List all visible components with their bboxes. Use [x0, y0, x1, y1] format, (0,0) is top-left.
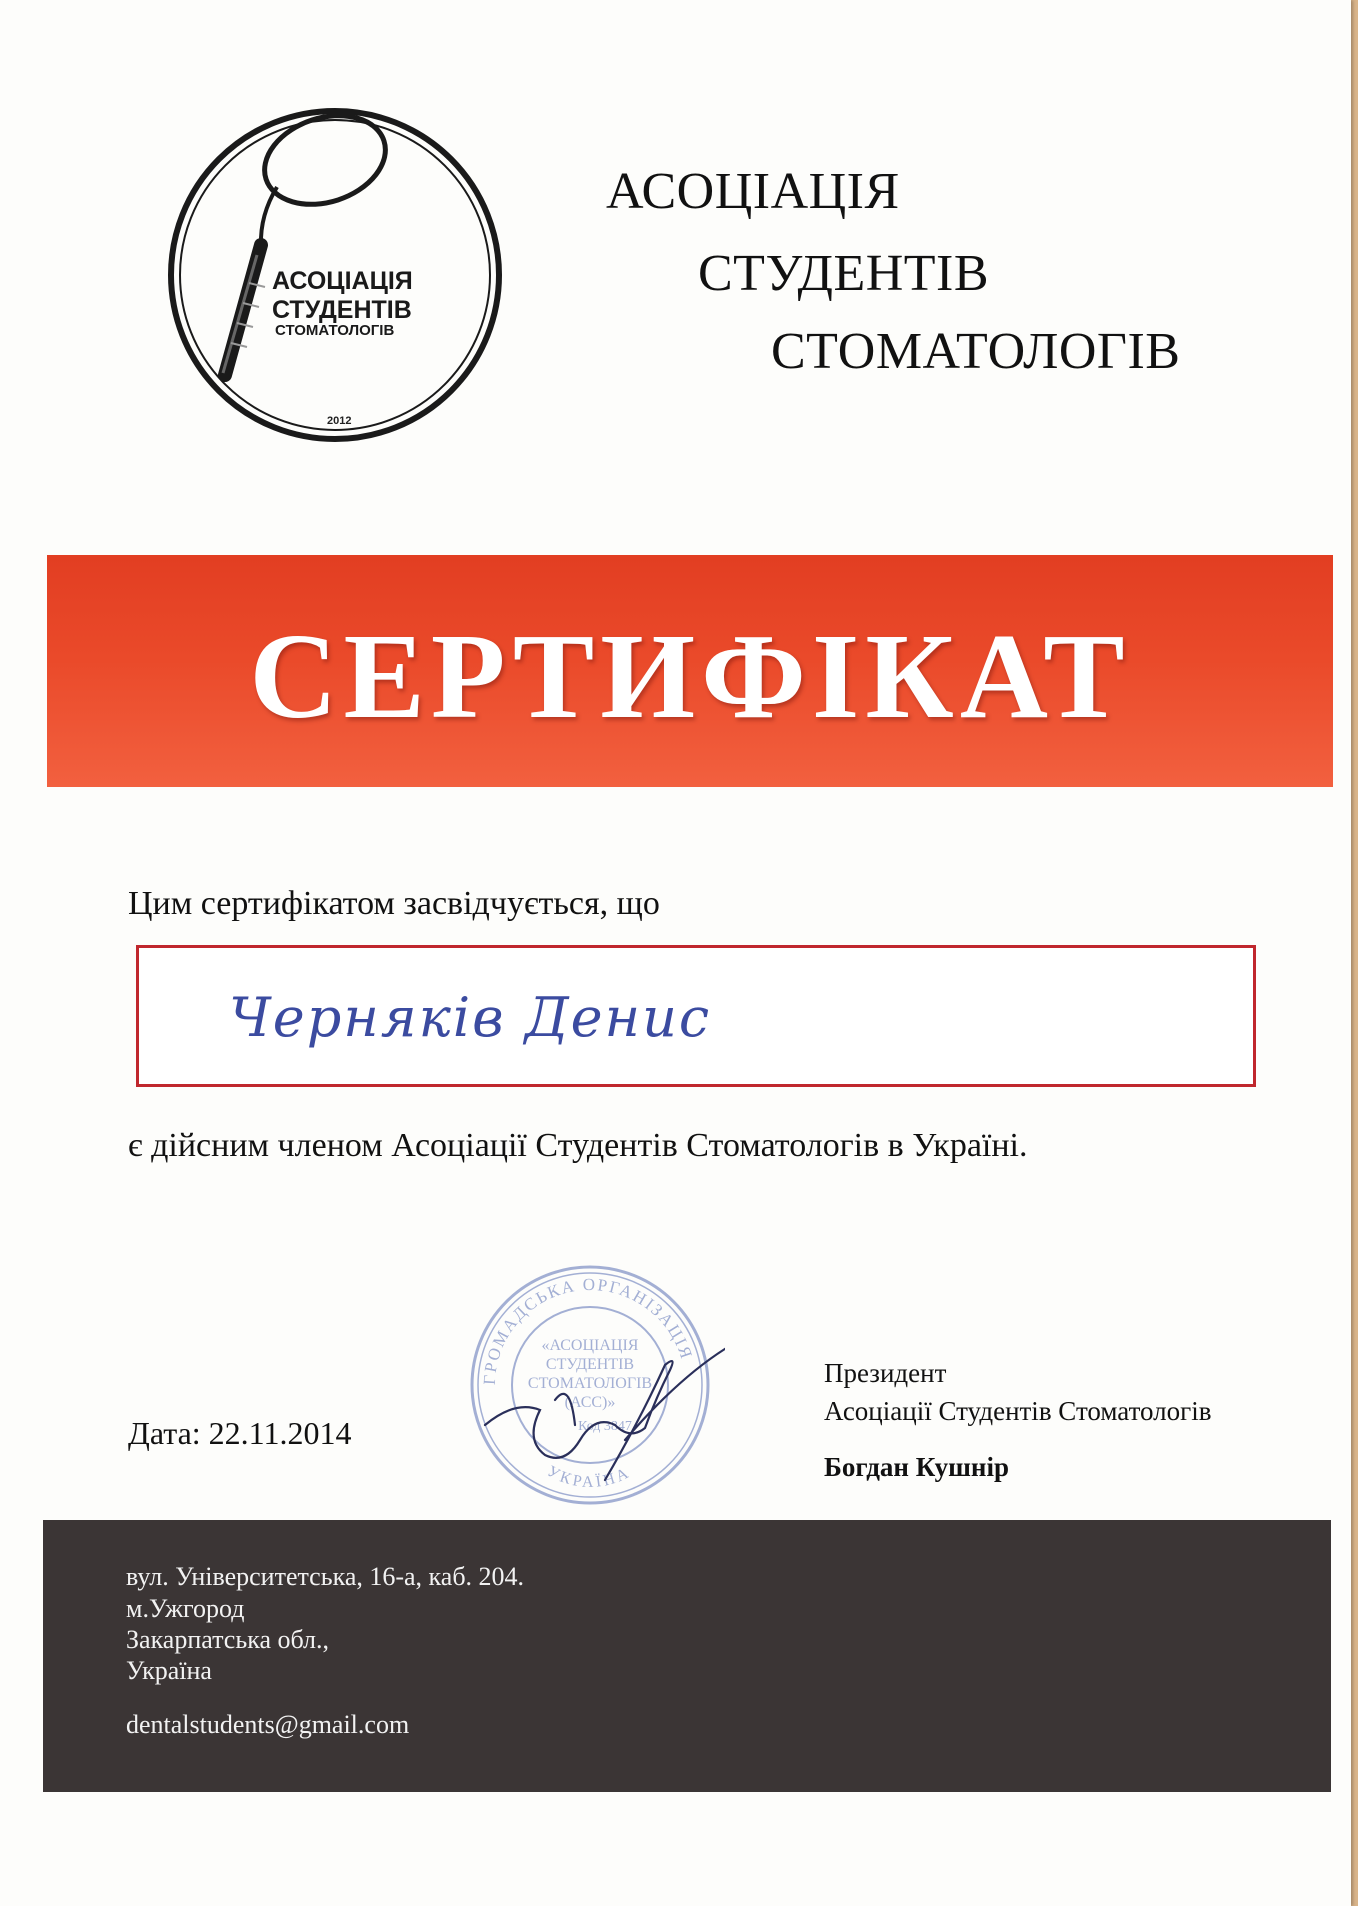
seal-center-line4: (АСС)» — [564, 1394, 616, 1411]
logo-year: 2012 — [327, 415, 352, 427]
membership-statement: є дійсним членом Асоціації Студентів Стоматологів в Україні. — [128, 1127, 1028, 1164]
seal-center-line3: СТОМАТОЛОГІВ — [527, 1375, 653, 1392]
org-title-line1: АСОЦІАЦІЯ — [606, 163, 900, 220]
certificate-title: СЕРТИФІКАТ — [249, 609, 1131, 744]
signatory-title: Президент — [824, 1358, 947, 1388]
seal-ring-text: ГРОМАДСЬКА ОРГАНІЗАЦІЯ — [479, 1274, 697, 1386]
logo-text-line2: СТУДЕНТІВ — [272, 296, 412, 324]
svg-text:УКРАЇНА — [544, 1463, 633, 1491]
address-city: м.Ужгород — [126, 1594, 245, 1623]
seal-center-line1: «АСОЦІАЦІЯ — [541, 1337, 639, 1354]
signatory-organization: Асоціації Студентів Стоматологів — [824, 1396, 1212, 1426]
contact-email: dentalstudents@gmail.com — [126, 1710, 410, 1739]
certificate-banner — [47, 555, 1333, 787]
org-title-line2: СТУДЕНТІВ — [698, 245, 990, 302]
recipient-name-box — [136, 945, 1256, 1087]
address-country: Україна — [126, 1656, 212, 1685]
intro-text: Цим сертифікатом засвідчується, що — [128, 885, 660, 922]
logo-text-line1: АСОЦІАЦІЯ — [272, 267, 413, 295]
seal-center-line2: СТУДЕНТІВ — [545, 1356, 635, 1373]
logo-text-line3: СТОМАТОЛОГІВ — [275, 322, 395, 339]
org-title-line3: СТОМАТОЛОГІВ — [771, 323, 1181, 380]
issue-date: Дата: 22.11.2014 — [128, 1415, 352, 1451]
contact-footer — [43, 1520, 1331, 1792]
address-region: Закарпатська обл., — [126, 1625, 330, 1654]
official-seal-stamp — [455, 1250, 725, 1510]
signatory-name: Богдан Кушнір — [824, 1452, 1010, 1482]
recipient-name: Чернякiв Денис — [229, 986, 712, 1049]
seal-code: Код 3847 — [578, 1419, 632, 1434]
seal-bottom-text: УКРАЇНА — [544, 1462, 634, 1491]
address-street: вул. Університетська, 16-а, каб. 204. — [126, 1562, 525, 1591]
